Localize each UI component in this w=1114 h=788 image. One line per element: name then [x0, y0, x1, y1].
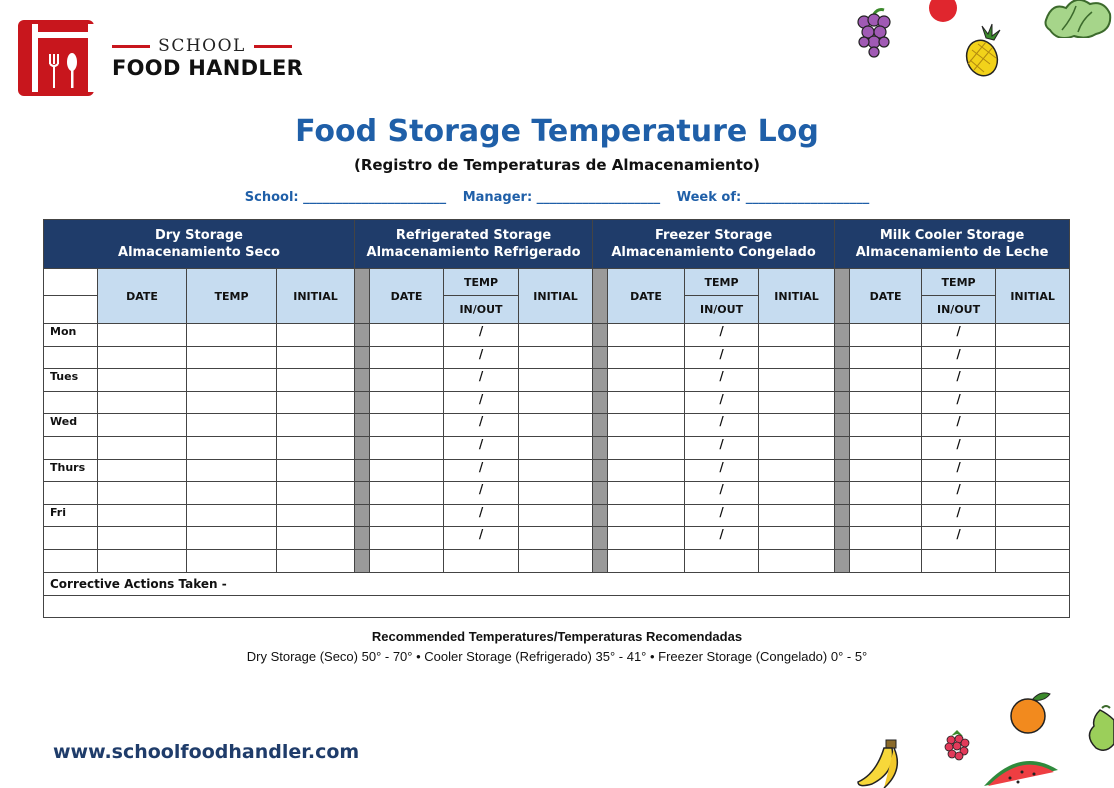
temp-in-out-cell[interactable]: /: [444, 346, 519, 369]
column-separator: [355, 459, 370, 482]
temp-in-out-cell[interactable]: /: [685, 527, 759, 550]
log-entry-cell[interactable]: [98, 459, 187, 482]
log-entry-cell[interactable]: [996, 324, 1070, 347]
log-entry-cell[interactable]: [277, 482, 355, 505]
log-entry-cell[interactable]: [519, 346, 593, 369]
milk-date-header: DATE: [850, 269, 922, 324]
log-entry-cell[interactable]: [187, 549, 277, 572]
log-entry-cell[interactable]: [98, 549, 187, 572]
log-entry-cell[interactable]: [759, 504, 835, 527]
log-entry-cell[interactable]: [98, 482, 187, 505]
column-separator: [835, 324, 850, 347]
day-cell: [44, 482, 98, 505]
column-separator: [593, 414, 608, 437]
log-entry-cell[interactable]: [277, 436, 355, 459]
temp-in-out-cell[interactable]: /: [685, 436, 759, 459]
temp-in-out-cell[interactable]: /: [444, 324, 519, 347]
log-entry-cell[interactable]: [608, 324, 685, 347]
log-entry-cell[interactable]: [277, 549, 355, 572]
lettuce-icon: [1042, 0, 1114, 38]
log-entry-cell[interactable]: [608, 436, 685, 459]
log-entry-cell[interactable]: [370, 482, 444, 505]
log-entry-cell[interactable]: [187, 482, 277, 505]
log-entry-cell[interactable]: [996, 527, 1070, 550]
log-entry-cell[interactable]: [759, 391, 835, 414]
column-separator: [355, 482, 370, 505]
refrigerated-initial-header: INITIAL: [519, 269, 593, 324]
day-cell: [44, 436, 98, 459]
dry-date-header: DATE: [98, 269, 187, 324]
log-entry-cell[interactable]: [187, 414, 277, 437]
temp-in-out-cell[interactable]: /: [685, 459, 759, 482]
refrigerated-inout-header: IN/OUT: [444, 296, 519, 324]
log-entry-cell[interactable]: [850, 459, 922, 482]
log-entry-cell[interactable]: [759, 324, 835, 347]
log-entry-cell[interactable]: [996, 549, 1070, 572]
log-entry-cell[interactable]: [370, 436, 444, 459]
log-entry-cell[interactable]: [187, 436, 277, 459]
school-food-handler-logo: [18, 20, 94, 96]
log-entry-cell[interactable]: [98, 504, 187, 527]
log-entry-cell[interactable]: [850, 391, 922, 414]
temp-in-out-cell[interactable]: /: [922, 369, 996, 392]
column-separator: [593, 436, 608, 459]
log-entry-cell[interactable]: [608, 504, 685, 527]
column-separator: [593, 346, 608, 369]
column-separator: [355, 436, 370, 459]
refrigerated-date-header: DATE: [370, 269, 444, 324]
log-entry-cell[interactable]: [187, 459, 277, 482]
log-entry-cell[interactable]: [850, 414, 922, 437]
day-cell: [44, 527, 98, 550]
manager-field[interactable]: Manager: ___________________: [462, 190, 661, 205]
log-entry-cell[interactable]: [98, 324, 187, 347]
column-separator: [593, 549, 608, 572]
temp-in-out-cell[interactable]: /: [444, 369, 519, 392]
column-separator: [355, 527, 370, 550]
log-entry-cell[interactable]: [519, 482, 593, 505]
column-separator: [593, 269, 608, 324]
log-entry-cell[interactable]: [98, 369, 187, 392]
log-entry-cell[interactable]: [519, 414, 593, 437]
day-cell: [44, 549, 98, 572]
log-entry-cell[interactable]: [444, 549, 519, 572]
day-column-header: [44, 296, 98, 324]
log-entry-cell[interactable]: [996, 482, 1070, 505]
log-entry-cell[interactable]: [850, 324, 922, 347]
log-entry-cell[interactable]: [98, 527, 187, 550]
log-entry-cell[interactable]: [850, 482, 922, 505]
freezer-inout-header: IN/OUT: [685, 296, 759, 324]
column-separator: [835, 504, 850, 527]
corrective-actions-label: Corrective Actions Taken -: [44, 572, 1070, 595]
log-entry-cell[interactable]: [996, 504, 1070, 527]
log-entry-cell[interactable]: [187, 346, 277, 369]
column-separator: [355, 324, 370, 347]
column-separator: [593, 482, 608, 505]
log-entry-cell[interactable]: [685, 549, 759, 572]
corrective-actions-field[interactable]: [44, 595, 1070, 617]
pineapple-icon: [962, 22, 1006, 78]
table-row: [44, 324, 1070, 347]
log-entry-cell[interactable]: [370, 324, 444, 347]
log-entry-cell[interactable]: [922, 549, 996, 572]
log-entry-cell[interactable]: [277, 324, 355, 347]
table-row: [44, 436, 1070, 459]
table-row: [44, 527, 1070, 550]
freezer-initial-header: INITIAL: [759, 269, 835, 324]
log-entry-cell[interactable]: [519, 324, 593, 347]
brand-name-food-handler: FOOD HANDLER: [112, 56, 304, 80]
table-row: [44, 459, 1070, 482]
table-row: [44, 504, 1070, 527]
table-row: [44, 369, 1070, 392]
recommended-temperatures-title: Recommended Temperatures/Temperaturas Recomendadas: [371, 629, 743, 644]
column-separator: [835, 527, 850, 550]
temp-in-out-cell[interactable]: /: [444, 482, 519, 505]
log-entry-cell[interactable]: [519, 527, 593, 550]
column-separator: [355, 391, 370, 414]
log-entry-cell[interactable]: [277, 391, 355, 414]
temp-in-out-cell[interactable]: /: [685, 504, 759, 527]
log-entry-cell[interactable]: [98, 436, 187, 459]
log-entry-cell[interactable]: [277, 459, 355, 482]
log-entry-cell[interactable]: [187, 369, 277, 392]
day-column-header: [44, 269, 98, 296]
column-separator: [355, 504, 370, 527]
milk-inout-header: IN/OUT: [922, 296, 996, 324]
temp-in-out-cell[interactable]: /: [922, 459, 996, 482]
log-entry-cell[interactable]: [996, 391, 1070, 414]
day-cell: [44, 391, 98, 414]
pear-icon: [1086, 704, 1114, 752]
log-entry-cell[interactable]: [850, 346, 922, 369]
column-separator: [835, 549, 850, 572]
log-entry-cell[interactable]: [277, 346, 355, 369]
log-entry-cell[interactable]: [519, 369, 593, 392]
freezer-storage-header: Freezer Storage Almacenamiento Congelado: [593, 220, 835, 269]
dry-storage-header: Dry Storage Almacenamiento Seco: [44, 220, 355, 269]
log-entry-cell[interactable]: [187, 527, 277, 550]
milk-cooler-storage-header: Milk Cooler Storage Almacenamiento de Leche: [835, 220, 1070, 269]
table-row: [44, 414, 1070, 437]
column-separator: [355, 369, 370, 392]
log-entry-cell[interactable]: [996, 346, 1070, 369]
day-cell: Wed: [44, 414, 98, 437]
log-entry-cell[interactable]: [850, 504, 922, 527]
log-entry-cell[interactable]: [608, 414, 685, 437]
log-entry-cell[interactable]: [98, 346, 187, 369]
temp-in-out-cell[interactable]: /: [922, 324, 996, 347]
log-entry-cell[interactable]: [608, 346, 685, 369]
day-cell: Mon: [44, 324, 98, 347]
temp-in-out-cell[interactable]: /: [922, 414, 996, 437]
raspberry-icon: [940, 726, 974, 764]
log-entry-cell[interactable]: [98, 414, 187, 437]
log-entry-cell[interactable]: [277, 504, 355, 527]
log-entry-cell[interactable]: [759, 414, 835, 437]
column-separator: [835, 346, 850, 369]
temp-in-out-cell[interactable]: /: [444, 527, 519, 550]
page-title: Food Storage Temperature Log: [295, 114, 819, 149]
table-row: [44, 549, 1070, 572]
table-row: [44, 482, 1070, 505]
column-separator: [593, 459, 608, 482]
banana-icon: [856, 738, 916, 788]
milk-temp-header: TEMP: [922, 269, 996, 296]
log-entry-cell[interactable]: [759, 459, 835, 482]
temp-in-out-cell[interactable]: /: [444, 504, 519, 527]
column-separator: [593, 527, 608, 550]
page-subtitle: (Registro de Temperaturas de Almacenamiento): [353, 156, 761, 174]
log-entry-cell[interactable]: [759, 369, 835, 392]
log-entry-cell[interactable]: [519, 504, 593, 527]
log-entry-cell[interactable]: [519, 459, 593, 482]
column-separator: [355, 414, 370, 437]
column-separator: [835, 459, 850, 482]
milk-initial-header: INITIAL: [996, 269, 1070, 324]
column-separator: [835, 391, 850, 414]
log-entry-cell[interactable]: [759, 549, 835, 572]
day-cell: Thurs: [44, 459, 98, 482]
temp-in-out-cell[interactable]: /: [685, 414, 759, 437]
log-entry-cell[interactable]: [277, 414, 355, 437]
log-entry-cell[interactable]: [608, 549, 685, 572]
log-entry-cell[interactable]: [759, 436, 835, 459]
log-body: [44, 324, 1070, 573]
temp-in-out-cell[interactable]: /: [444, 391, 519, 414]
log-entry-cell[interactable]: [519, 391, 593, 414]
header-fields: [0, 190, 1114, 205]
column-separator: [355, 346, 370, 369]
log-entry-cell[interactable]: [370, 504, 444, 527]
column-separator: [355, 549, 370, 572]
temp-in-out-cell[interactable]: /: [685, 482, 759, 505]
temp-in-out-cell[interactable]: /: [922, 436, 996, 459]
refrigerated-storage-header: Refrigerated Storage Almacenamiento Refrigerado: [355, 220, 593, 269]
log-entry-cell[interactable]: [759, 482, 835, 505]
day-cell: [44, 346, 98, 369]
log-entry-cell[interactable]: [608, 391, 685, 414]
recommended-temperatures-text: Dry Storage (Seco) 50° - 70° • Cooler Storage (Refrigerado) 35° - 41° • Freezer Storage (Congelado) 0° - 5°: [246, 649, 868, 664]
dry-temp-header: TEMP: [187, 269, 277, 324]
log-entry-cell[interactable]: [370, 391, 444, 414]
temp-in-out-cell[interactable]: /: [685, 369, 759, 392]
log-entry-cell[interactable]: [850, 369, 922, 392]
freezer-date-header: DATE: [608, 269, 685, 324]
log-entry-cell[interactable]: [608, 527, 685, 550]
brand-name-school: SCHOOL: [112, 36, 292, 56]
temp-in-out-cell[interactable]: /: [922, 527, 996, 550]
temp-in-out-cell[interactable]: /: [922, 482, 996, 505]
refrigerated-temp-header: TEMP: [444, 269, 519, 296]
log-entry-cell[interactable]: [187, 504, 277, 527]
column-separator: [593, 504, 608, 527]
log-entry-cell[interactable]: [370, 414, 444, 437]
temp-in-out-cell[interactable]: /: [922, 504, 996, 527]
watermelon-icon: [980, 756, 1060, 788]
table-row: [44, 391, 1070, 414]
temp-in-out-cell[interactable]: /: [444, 414, 519, 437]
log-entry-cell[interactable]: [850, 549, 922, 572]
apple-icon: [926, 0, 960, 24]
day-cell: Fri: [44, 504, 98, 527]
log-entry-cell[interactable]: [370, 527, 444, 550]
column-separator: [593, 391, 608, 414]
log-entry-cell[interactable]: [370, 346, 444, 369]
day-cell: Tues: [44, 369, 98, 392]
log-entry-cell[interactable]: [277, 527, 355, 550]
column-separator: [593, 369, 608, 392]
column-separator: [593, 324, 608, 347]
log-entry-cell[interactable]: [370, 459, 444, 482]
column-separator: [355, 269, 370, 324]
temp-in-out-cell[interactable]: /: [685, 324, 759, 347]
log-entry-cell[interactable]: [608, 459, 685, 482]
temp-in-out-cell[interactable]: /: [922, 346, 996, 369]
school-field[interactable]: School: ______________________: [244, 190, 447, 205]
temp-in-out-cell[interactable]: /: [685, 391, 759, 414]
column-separator: [835, 414, 850, 437]
log-entry-cell[interactable]: [850, 436, 922, 459]
log-entry-cell[interactable]: [996, 369, 1070, 392]
freezer-temp-header: TEMP: [685, 269, 759, 296]
temperature-log-table: [43, 219, 1070, 618]
temp-in-out-cell[interactable]: /: [444, 436, 519, 459]
temp-in-out-cell[interactable]: /: [444, 459, 519, 482]
column-separator: [835, 269, 850, 324]
log-entry-cell[interactable]: [608, 369, 685, 392]
grapes-icon: [852, 6, 896, 58]
log-entry-cell[interactable]: [608, 482, 685, 505]
week-of-field[interactable]: Week of: ___________________: [676, 190, 870, 205]
temp-in-out-cell[interactable]: /: [922, 391, 996, 414]
log-entry-cell[interactable]: [187, 391, 277, 414]
temp-in-out-cell[interactable]: /: [685, 346, 759, 369]
website-link[interactable]: www.schoolfoodhandler.com: [53, 741, 360, 763]
log-entry-cell[interactable]: [370, 549, 444, 572]
log-entry-cell[interactable]: [850, 527, 922, 550]
log-entry-cell[interactable]: [519, 436, 593, 459]
log-entry-cell[interactable]: [996, 459, 1070, 482]
dry-initial-header: INITIAL: [277, 269, 355, 324]
log-entry-cell[interactable]: [996, 436, 1070, 459]
log-entry-cell[interactable]: [519, 549, 593, 572]
column-separator: [835, 369, 850, 392]
log-entry-cell[interactable]: [759, 346, 835, 369]
table-row: [44, 346, 1070, 369]
log-entry-cell[interactable]: [187, 324, 277, 347]
orange-icon: [1006, 690, 1052, 736]
log-entry-cell[interactable]: [277, 369, 355, 392]
column-separator: [835, 436, 850, 459]
log-entry-cell[interactable]: [370, 369, 444, 392]
log-entry-cell[interactable]: [98, 391, 187, 414]
log-entry-cell[interactable]: [996, 414, 1070, 437]
log-entry-cell[interactable]: [759, 527, 835, 550]
column-separator: [835, 482, 850, 505]
